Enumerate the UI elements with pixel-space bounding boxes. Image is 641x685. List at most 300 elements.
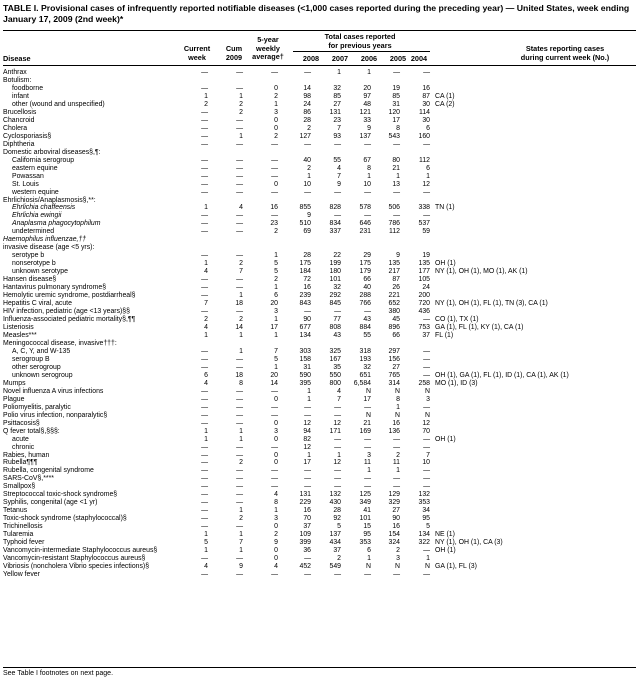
cell-current-week: 7: [204, 300, 208, 308]
cell-2006: 318: [359, 347, 371, 355]
disease-name: Toxic-shock syndrome (staphylococcal)§: [3, 515, 127, 523]
cell-2004: 6: [426, 124, 430, 132]
cell-2007: 4: [337, 164, 341, 172]
disease-name: Rubella, congenital syndrome: [3, 467, 94, 475]
cell-2007: 131: [329, 108, 341, 116]
cell-2007: 180: [329, 268, 341, 276]
cell-2004: 177: [418, 268, 430, 276]
cell-cum-2009: 1: [239, 531, 243, 539]
cell-5yr-average: 2: [274, 92, 278, 100]
cell-states-reporting: FL (1): [435, 331, 454, 339]
cell-2008: 184: [299, 268, 311, 276]
table-row: [3, 149, 636, 157]
header-disease: Disease: [3, 54, 31, 63]
disease-name: Streptococcal toxic-shock syndrome§: [3, 491, 118, 499]
cell-2004: —: [423, 140, 430, 148]
cell-2004: —: [423, 188, 430, 196]
cell-2005: —: [393, 571, 400, 579]
cell-2004: —: [423, 316, 430, 324]
cell-2004: 12: [422, 180, 430, 188]
cell-5yr-average: —: [271, 571, 278, 579]
cell-2007: 550: [329, 371, 341, 379]
cell-2005: 786: [388, 220, 400, 228]
table-row: [3, 220, 636, 228]
cell-5yr-average: —: [271, 387, 278, 395]
cell-current-week: —: [201, 132, 208, 140]
cell-2006: 48: [363, 100, 371, 108]
table-row: [3, 204, 636, 212]
cell-2006: 95: [363, 531, 371, 539]
cell-current-week: 1: [204, 260, 208, 268]
cell-2004: 10: [422, 459, 430, 467]
cell-cum-2009: —: [236, 140, 243, 148]
cell-cum-2009: 2: [239, 459, 243, 467]
cell-current-week: —: [201, 124, 208, 132]
cell-2004: 6: [426, 164, 430, 172]
cell-5yr-average: 3: [274, 108, 278, 116]
cell-2006: 175: [359, 260, 371, 268]
cell-cum-2009: —: [236, 395, 243, 403]
cell-states-reporting: OH (1): [435, 260, 456, 268]
cell-cum-2009: —: [236, 276, 243, 284]
cell-current-week: —: [201, 475, 208, 483]
cell-2005: 154: [388, 531, 400, 539]
disease-name: Diphtheria: [3, 140, 35, 148]
cell-5yr-average: —: [271, 403, 278, 411]
cell-2004: 537: [418, 220, 430, 228]
disease-name: Vibriosis (noncholera Vibrio species infections)§: [3, 563, 150, 571]
cell-2004: —: [423, 69, 430, 76]
cell-cum-2009: 1: [239, 132, 243, 140]
cell-cum-2009: —: [236, 308, 243, 316]
cell-current-week: —: [201, 555, 208, 563]
cell-5yr-average: 23: [270, 220, 278, 228]
cell-5yr-average: 1: [274, 100, 278, 108]
cell-5yr-average: 0: [274, 523, 278, 531]
cell-2005: 329: [388, 499, 400, 507]
disease-name: Powassan: [12, 172, 44, 180]
cell-2008: 98: [303, 92, 311, 100]
disease-name: eastern equine: [12, 164, 58, 172]
cell-2005: 66: [392, 331, 400, 339]
cell-states-reporting: NY (1), OH (1), MO (1), AK (1): [435, 268, 528, 276]
cell-2007: 137: [329, 531, 341, 539]
cell-2004: 34: [422, 507, 430, 515]
disease-name: Syphilis, congenital (age <1 yr): [3, 499, 98, 507]
cell-2006: N: [366, 387, 371, 395]
table-row: [3, 244, 636, 252]
cell-2005: 16: [392, 523, 400, 531]
cell-2007: 32: [333, 84, 341, 92]
cell-current-week: —: [201, 523, 208, 531]
cell-2007: 12: [333, 419, 341, 427]
cell-current-week: 4: [204, 324, 208, 331]
cell-5yr-average: 7: [274, 347, 278, 355]
cell-2008: 14: [303, 84, 311, 92]
table-row: [3, 69, 636, 77]
disease-name: infant: [12, 92, 29, 100]
cell-cum-2009: 2: [239, 515, 243, 523]
table-row: [3, 228, 636, 236]
disease-name: Plague: [3, 395, 25, 403]
disease-name: Hemolytic uremic syndrome, postdiarrheal§: [3, 292, 136, 300]
cell-2006: 121: [359, 108, 371, 116]
cell-cum-2009: —: [236, 411, 243, 419]
cell-cum-2009: 1: [239, 507, 243, 515]
cell-2006: N: [366, 411, 371, 419]
cell-2006: 137: [359, 132, 371, 140]
cell-2004: 16: [422, 84, 430, 92]
disease-name: Tularemia: [3, 531, 34, 539]
cell-cum-2009: —: [236, 555, 243, 563]
cell-2004: 1: [426, 172, 430, 180]
cell-2008: 590: [299, 371, 311, 379]
cell-2007: 199: [329, 260, 341, 268]
cell-2007: 37: [333, 547, 341, 555]
cell-2005: 217: [388, 268, 400, 276]
cell-5yr-average: 0: [274, 124, 278, 132]
cell-2007: 28: [333, 507, 341, 515]
cell-2004: 338: [418, 204, 430, 212]
cell-cum-2009: 7: [239, 539, 243, 547]
cell-2004: N: [425, 563, 430, 571]
cell-2008: 1: [307, 451, 311, 459]
cell-2006: 6: [367, 547, 371, 555]
disease-name: A, C, Y, and W-135: [12, 347, 71, 355]
cell-2006: 67: [363, 156, 371, 164]
table-row: [3, 316, 636, 324]
cell-2004: 12: [422, 419, 430, 427]
cell-2005: —: [393, 475, 400, 483]
disease-name: chronic: [12, 443, 35, 451]
cell-current-week: —: [201, 491, 208, 499]
disease-name: Typhoid fever: [3, 539, 45, 547]
cell-2005: 324: [388, 539, 400, 547]
cell-2008: 31: [303, 363, 311, 371]
table-row: [3, 396, 636, 404]
cell-5yr-average: 0: [274, 84, 278, 92]
table-row: [3, 324, 636, 332]
cell-5yr-average: 16: [270, 204, 278, 212]
cell-2007: 77: [333, 316, 341, 324]
cell-cum-2009: —: [236, 483, 243, 491]
cell-2006: 1: [367, 555, 371, 563]
cell-2007: 43: [333, 331, 341, 339]
disease-name: unknown serogroup: [12, 371, 73, 379]
cell-current-week: 1: [204, 92, 208, 100]
cell-2007: 4: [337, 387, 341, 395]
cell-2005: 2: [396, 451, 400, 459]
table-row: [3, 515, 636, 523]
cell-2005: 26: [392, 284, 400, 292]
table-row: [3, 388, 636, 396]
cell-cum-2009: 2: [239, 260, 243, 268]
disease-name: Poliomyelitis, paralytic: [3, 403, 71, 411]
table-row: [3, 436, 636, 444]
cell-cum-2009: 1: [239, 547, 243, 555]
cell-2006: 17: [363, 395, 371, 403]
table-row: [3, 340, 636, 348]
cell-2007: 101: [329, 276, 341, 284]
cell-2008: 399: [299, 539, 311, 547]
cell-current-week: —: [201, 140, 208, 148]
cell-5yr-average: —: [271, 483, 278, 491]
cell-2005: 135: [388, 260, 400, 268]
cell-current-week: —: [201, 172, 208, 180]
cell-cum-2009: —: [236, 212, 243, 220]
cell-2005: 11: [392, 459, 400, 467]
cell-5yr-average: 1: [274, 363, 278, 371]
cell-states-reporting: GA (1), FL (1), KY (1), CA (1): [435, 324, 524, 331]
cell-2006: 43: [363, 316, 371, 324]
cell-2007: —: [334, 571, 341, 579]
table-row: [3, 428, 636, 436]
cell-2008: —: [304, 403, 311, 411]
cell-2008: 37: [303, 523, 311, 531]
cell-2004: —: [423, 363, 430, 371]
cell-2006: 578: [359, 204, 371, 212]
cell-5yr-average: 1: [274, 284, 278, 292]
cell-2006: 169: [359, 427, 371, 435]
disease-name: Yellow fever: [3, 571, 40, 579]
cell-2004: 135: [418, 260, 430, 268]
table-row: [3, 539, 636, 547]
cell-current-week: —: [201, 355, 208, 363]
cell-5yr-average: —: [271, 164, 278, 172]
disease-name: Ehrlichia chaffeensis: [12, 204, 76, 212]
cell-2007: —: [334, 411, 341, 419]
cell-2008: —: [304, 308, 311, 316]
cell-cum-2009: —: [236, 252, 243, 260]
cell-2007: 132: [329, 491, 341, 499]
cell-current-week: 6: [204, 371, 208, 379]
cell-states-reporting: NY (1), OH (1), CA (3): [435, 539, 503, 547]
disease-name: Vancomycin-intermediate Staphylococcus aureus§: [3, 547, 158, 555]
cell-2007: 1: [337, 69, 341, 76]
cell-2005: —: [393, 443, 400, 451]
cell-2007: 834: [329, 220, 341, 228]
cell-2008: 1: [307, 172, 311, 180]
disease-name: Haemophilus influenzae,††: [3, 236, 87, 244]
cell-2004: —: [423, 483, 430, 491]
cell-2004: —: [423, 355, 430, 363]
cell-cum-2009: —: [236, 491, 243, 499]
cell-2005: 16: [392, 419, 400, 427]
table-row: [3, 444, 636, 452]
cell-current-week: 1: [204, 204, 208, 212]
cell-2006: 97: [363, 92, 371, 100]
cell-current-week: —: [201, 347, 208, 355]
cell-2008: 94: [303, 427, 311, 435]
cell-2006: 55: [363, 331, 371, 339]
cell-2006: N: [366, 563, 371, 571]
cell-current-week: —: [201, 387, 208, 395]
cell-current-week: —: [201, 411, 208, 419]
cell-5yr-average: —: [271, 443, 278, 451]
cell-2007: 171: [329, 427, 341, 435]
cell-cum-2009: —: [236, 443, 243, 451]
cell-current-week: 2: [204, 316, 208, 324]
table-row: [3, 404, 636, 412]
cell-5yr-average: 5: [274, 355, 278, 363]
cell-current-week: —: [201, 156, 208, 164]
table-row: [3, 157, 636, 165]
table-row: [3, 77, 636, 85]
cell-current-week: —: [201, 451, 208, 459]
header-cum-2009: Cum 2009: [225, 44, 243, 62]
cell-current-week: 1: [204, 531, 208, 539]
cell-current-week: —: [201, 419, 208, 427]
table-footnote: See Table I footnotes on next page.: [3, 670, 114, 677]
cell-cum-2009: —: [236, 403, 243, 411]
cell-2008: 229: [299, 499, 311, 507]
header-bottom-rule: [3, 65, 636, 66]
cell-2007: 92: [333, 515, 341, 523]
disease-name: Listeriosis: [3, 324, 34, 331]
cell-cum-2009: —: [236, 188, 243, 196]
cell-5yr-average: —: [271, 411, 278, 419]
cell-states-reporting: NE (1): [435, 531, 455, 539]
cell-current-week: —: [201, 116, 208, 124]
cell-current-week: —: [201, 467, 208, 475]
cell-2006: 231: [359, 228, 371, 236]
table-row: [3, 467, 636, 475]
table-row: [3, 292, 636, 300]
cell-2004: 7: [426, 451, 430, 459]
disease-name: Hansen disease§: [3, 276, 57, 284]
table-row: [3, 372, 636, 380]
table-row: [3, 412, 636, 420]
cell-2006: 766: [359, 300, 371, 308]
cell-2008: 175: [299, 260, 311, 268]
cell-states-reporting: OH (1): [435, 435, 456, 443]
cell-states-reporting: OH (1), GA (1), FL (1), ID (1), CA (1), AK (1): [435, 371, 569, 379]
cell-2005: 156: [388, 355, 400, 363]
cell-current-week: —: [201, 69, 208, 76]
table-row: [3, 125, 636, 133]
cell-2005: 112: [389, 228, 400, 236]
table-row: [3, 499, 636, 507]
cell-2006: 101: [359, 515, 371, 523]
cell-2008: 1: [307, 395, 311, 403]
cell-states-reporting: OH (1): [435, 547, 456, 555]
cell-current-week: 1: [204, 547, 208, 555]
header-states: States reporting cases during current week (No.): [520, 44, 610, 62]
table-row: [3, 181, 636, 189]
cell-2004: 114: [419, 108, 430, 116]
cell-current-week: —: [201, 164, 208, 172]
cell-2007: —: [334, 140, 341, 148]
cell-5yr-average: —: [271, 475, 278, 483]
cell-5yr-average: —: [271, 140, 278, 148]
cell-2004: 322: [418, 539, 430, 547]
disease-name: serotype b: [12, 252, 45, 260]
cell-5yr-average: —: [271, 188, 278, 196]
cell-2008: 72: [303, 276, 311, 284]
cell-2006: 32: [363, 363, 371, 371]
cell-5yr-average: 8: [274, 499, 278, 507]
cell-2008: 1: [307, 387, 311, 395]
cell-2007: 337: [329, 228, 341, 236]
cell-5yr-average: 14: [270, 379, 278, 387]
cell-2004: 70: [422, 427, 430, 435]
disease-name: California serogroup: [12, 156, 75, 164]
cell-2007: 845: [329, 300, 341, 308]
cell-2005: 27: [392, 363, 400, 371]
cell-2005: 506: [388, 204, 400, 212]
cell-2008: 452: [299, 563, 311, 571]
cell-2004: 3: [426, 395, 430, 403]
cell-cum-2009: —: [236, 124, 243, 132]
cell-5yr-average: 0: [274, 180, 278, 188]
cell-cum-2009: —: [236, 164, 243, 172]
cell-2005: —: [393, 435, 400, 443]
cell-current-week: 1: [204, 435, 208, 443]
cell-cum-2009: —: [236, 172, 243, 180]
disease-name: Smallpox§: [3, 483, 36, 491]
cell-2007: —: [334, 308, 341, 316]
cell-cum-2009: 2: [239, 100, 243, 108]
cell-cum-2009: —: [236, 69, 243, 76]
cell-5yr-average: —: [271, 69, 278, 76]
cell-2004: 24: [422, 284, 430, 292]
cell-2004: —: [423, 435, 430, 443]
disease-name: Rabies, human: [3, 451, 50, 459]
header-year-2007: 2007: [331, 54, 349, 63]
cell-cum-2009: —: [236, 523, 243, 531]
cell-2006: 125: [359, 491, 371, 499]
table-row: [3, 197, 636, 205]
cell-2004: —: [423, 212, 430, 220]
disease-name: Meningococcal disease, invasive†††:: [3, 339, 117, 347]
cell-cum-2009: 4: [239, 204, 243, 212]
table-row: [3, 85, 636, 93]
cell-cum-2009: 7: [239, 268, 243, 276]
cell-5yr-average: 4: [274, 491, 278, 499]
cell-5yr-average: 2: [274, 228, 278, 236]
cell-current-week: —: [201, 363, 208, 371]
cell-2008: —: [304, 188, 311, 196]
cell-2007: 22: [333, 252, 341, 260]
cell-2004: —: [423, 571, 430, 579]
disease-name: western equine: [12, 188, 59, 196]
header-year-2008: 2008: [302, 54, 320, 63]
cell-2005: 1: [396, 403, 400, 411]
cell-2005: 80: [392, 156, 400, 164]
cell-5yr-average: 5: [274, 268, 278, 276]
disease-name: Anthrax: [3, 69, 27, 76]
table-row: [3, 165, 636, 173]
cell-2008: —: [304, 69, 311, 76]
cell-5yr-average: 5: [274, 260, 278, 268]
cell-2004: —: [423, 443, 430, 451]
cell-2005: 2: [396, 547, 400, 555]
cell-cum-2009: 9: [239, 563, 243, 571]
table-row: [3, 563, 636, 571]
disease-name: nonserotype b: [12, 260, 56, 268]
disease-name: Rubella¶¶¶: [3, 459, 38, 467]
cell-cum-2009: 1: [239, 435, 243, 443]
table-row: [3, 332, 636, 340]
cell-cum-2009: —: [236, 387, 243, 395]
cell-2007: —: [334, 475, 341, 483]
cell-2007: 7: [337, 395, 341, 403]
cell-2008: —: [304, 555, 311, 563]
cell-2008: 82: [303, 435, 311, 443]
cell-current-week: —: [201, 403, 208, 411]
cell-2005: 45: [392, 316, 400, 324]
disease-name: Hantavirus pulmonary syndrome§: [3, 284, 107, 292]
